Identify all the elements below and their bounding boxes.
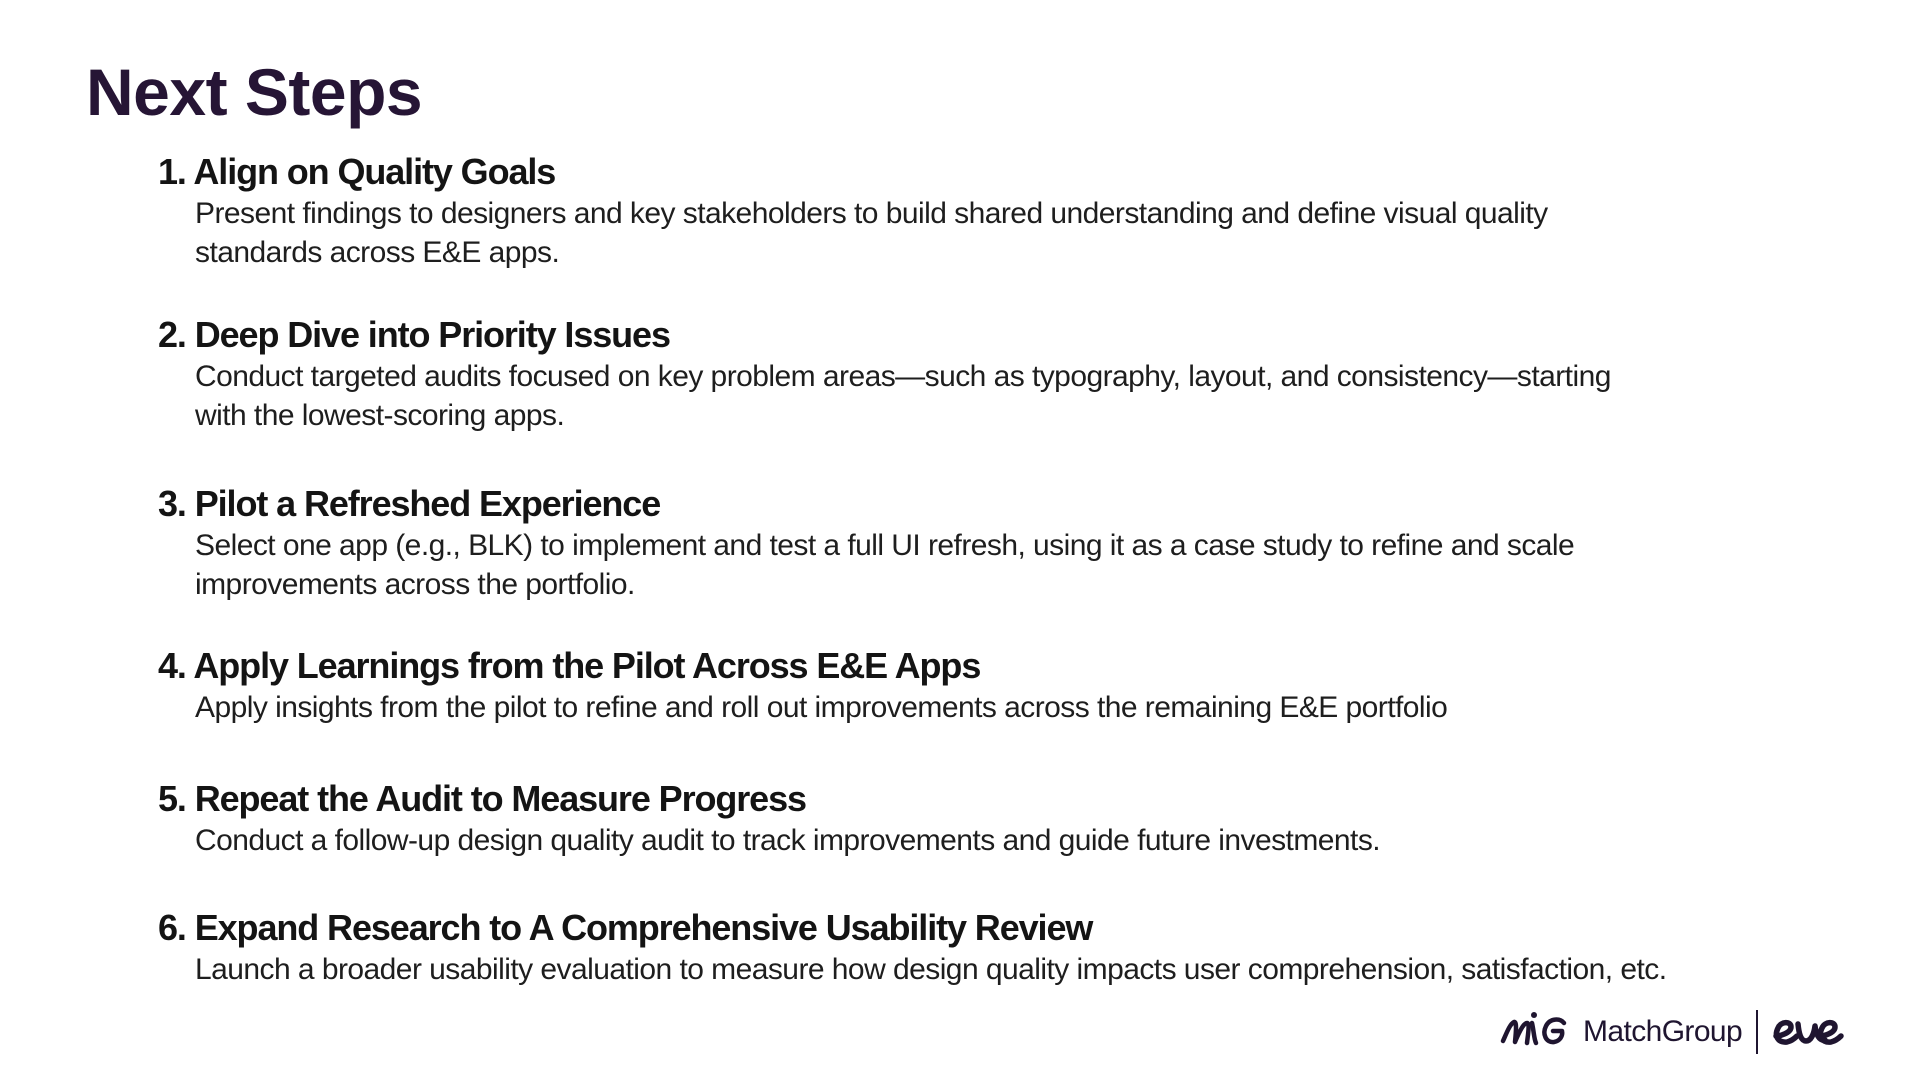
step-description-line: Conduct a follow-up design quality audit to track improvements and guide future investments.	[195, 824, 1381, 857]
matchgroup-logo-text: MatchGroup	[1583, 1015, 1743, 1048]
step-item	[158, 150, 1858, 272]
step-description	[158, 194, 1835, 272]
page-title: Next Steps	[86, 55, 423, 129]
footer-logo	[1500, 1006, 1846, 1058]
step-heading: 2. Deep Dive into Priority Issues	[158, 314, 670, 355]
step-description	[158, 821, 1835, 860]
step-item	[158, 777, 1858, 860]
step-description-line: standards across E&E apps.	[195, 236, 560, 269]
step-description	[158, 357, 1835, 435]
step-heading: 5. Repeat the Audit to Measure Progress	[158, 778, 806, 819]
step-description-line: Present findings to designers and key stakeholders to build shared understanding and define visual quality	[195, 197, 1548, 230]
step-item	[158, 482, 1858, 604]
step-description	[158, 688, 1835, 727]
step-description-line: Launch a broader usability evaluation to measure how design quality impacts user comprehension, satisfaction, etc.	[195, 953, 1667, 986]
ee-logo-icon	[1770, 1010, 1846, 1054]
step-description	[158, 526, 1835, 604]
step-item	[158, 313, 1858, 435]
step-description-line: improvements across the portfolio.	[195, 568, 635, 601]
step-description-line: Select one app (e.g., BLK) to implement and test a full UI refresh, using it as a case study to refine and scale	[195, 529, 1575, 562]
logo-divider	[1756, 1010, 1758, 1054]
step-heading: 6. Expand Research to A Comprehensive Usability Review	[158, 907, 1093, 948]
matchgroup-logo-icon	[1500, 1010, 1570, 1054]
step-item	[158, 644, 1858, 727]
step-heading: 4. Apply Learnings from the Pilot Across E&E Apps	[158, 645, 981, 686]
step-heading: 3. Pilot a Refreshed Experience	[158, 483, 661, 524]
step-heading: 1. Align on Quality Goals	[158, 151, 556, 192]
step-description-line: Conduct targeted audits focused on key problem areas—such as typography, layout, and consistency—starting	[195, 360, 1611, 393]
step-description-line: Apply insights from the pilot to refine and roll out improvements across the remaining E&E portfolio	[195, 691, 1448, 724]
step-description	[158, 950, 1835, 989]
step-description-line: with the lowest-scoring apps.	[195, 399, 565, 432]
step-item	[158, 906, 1858, 989]
